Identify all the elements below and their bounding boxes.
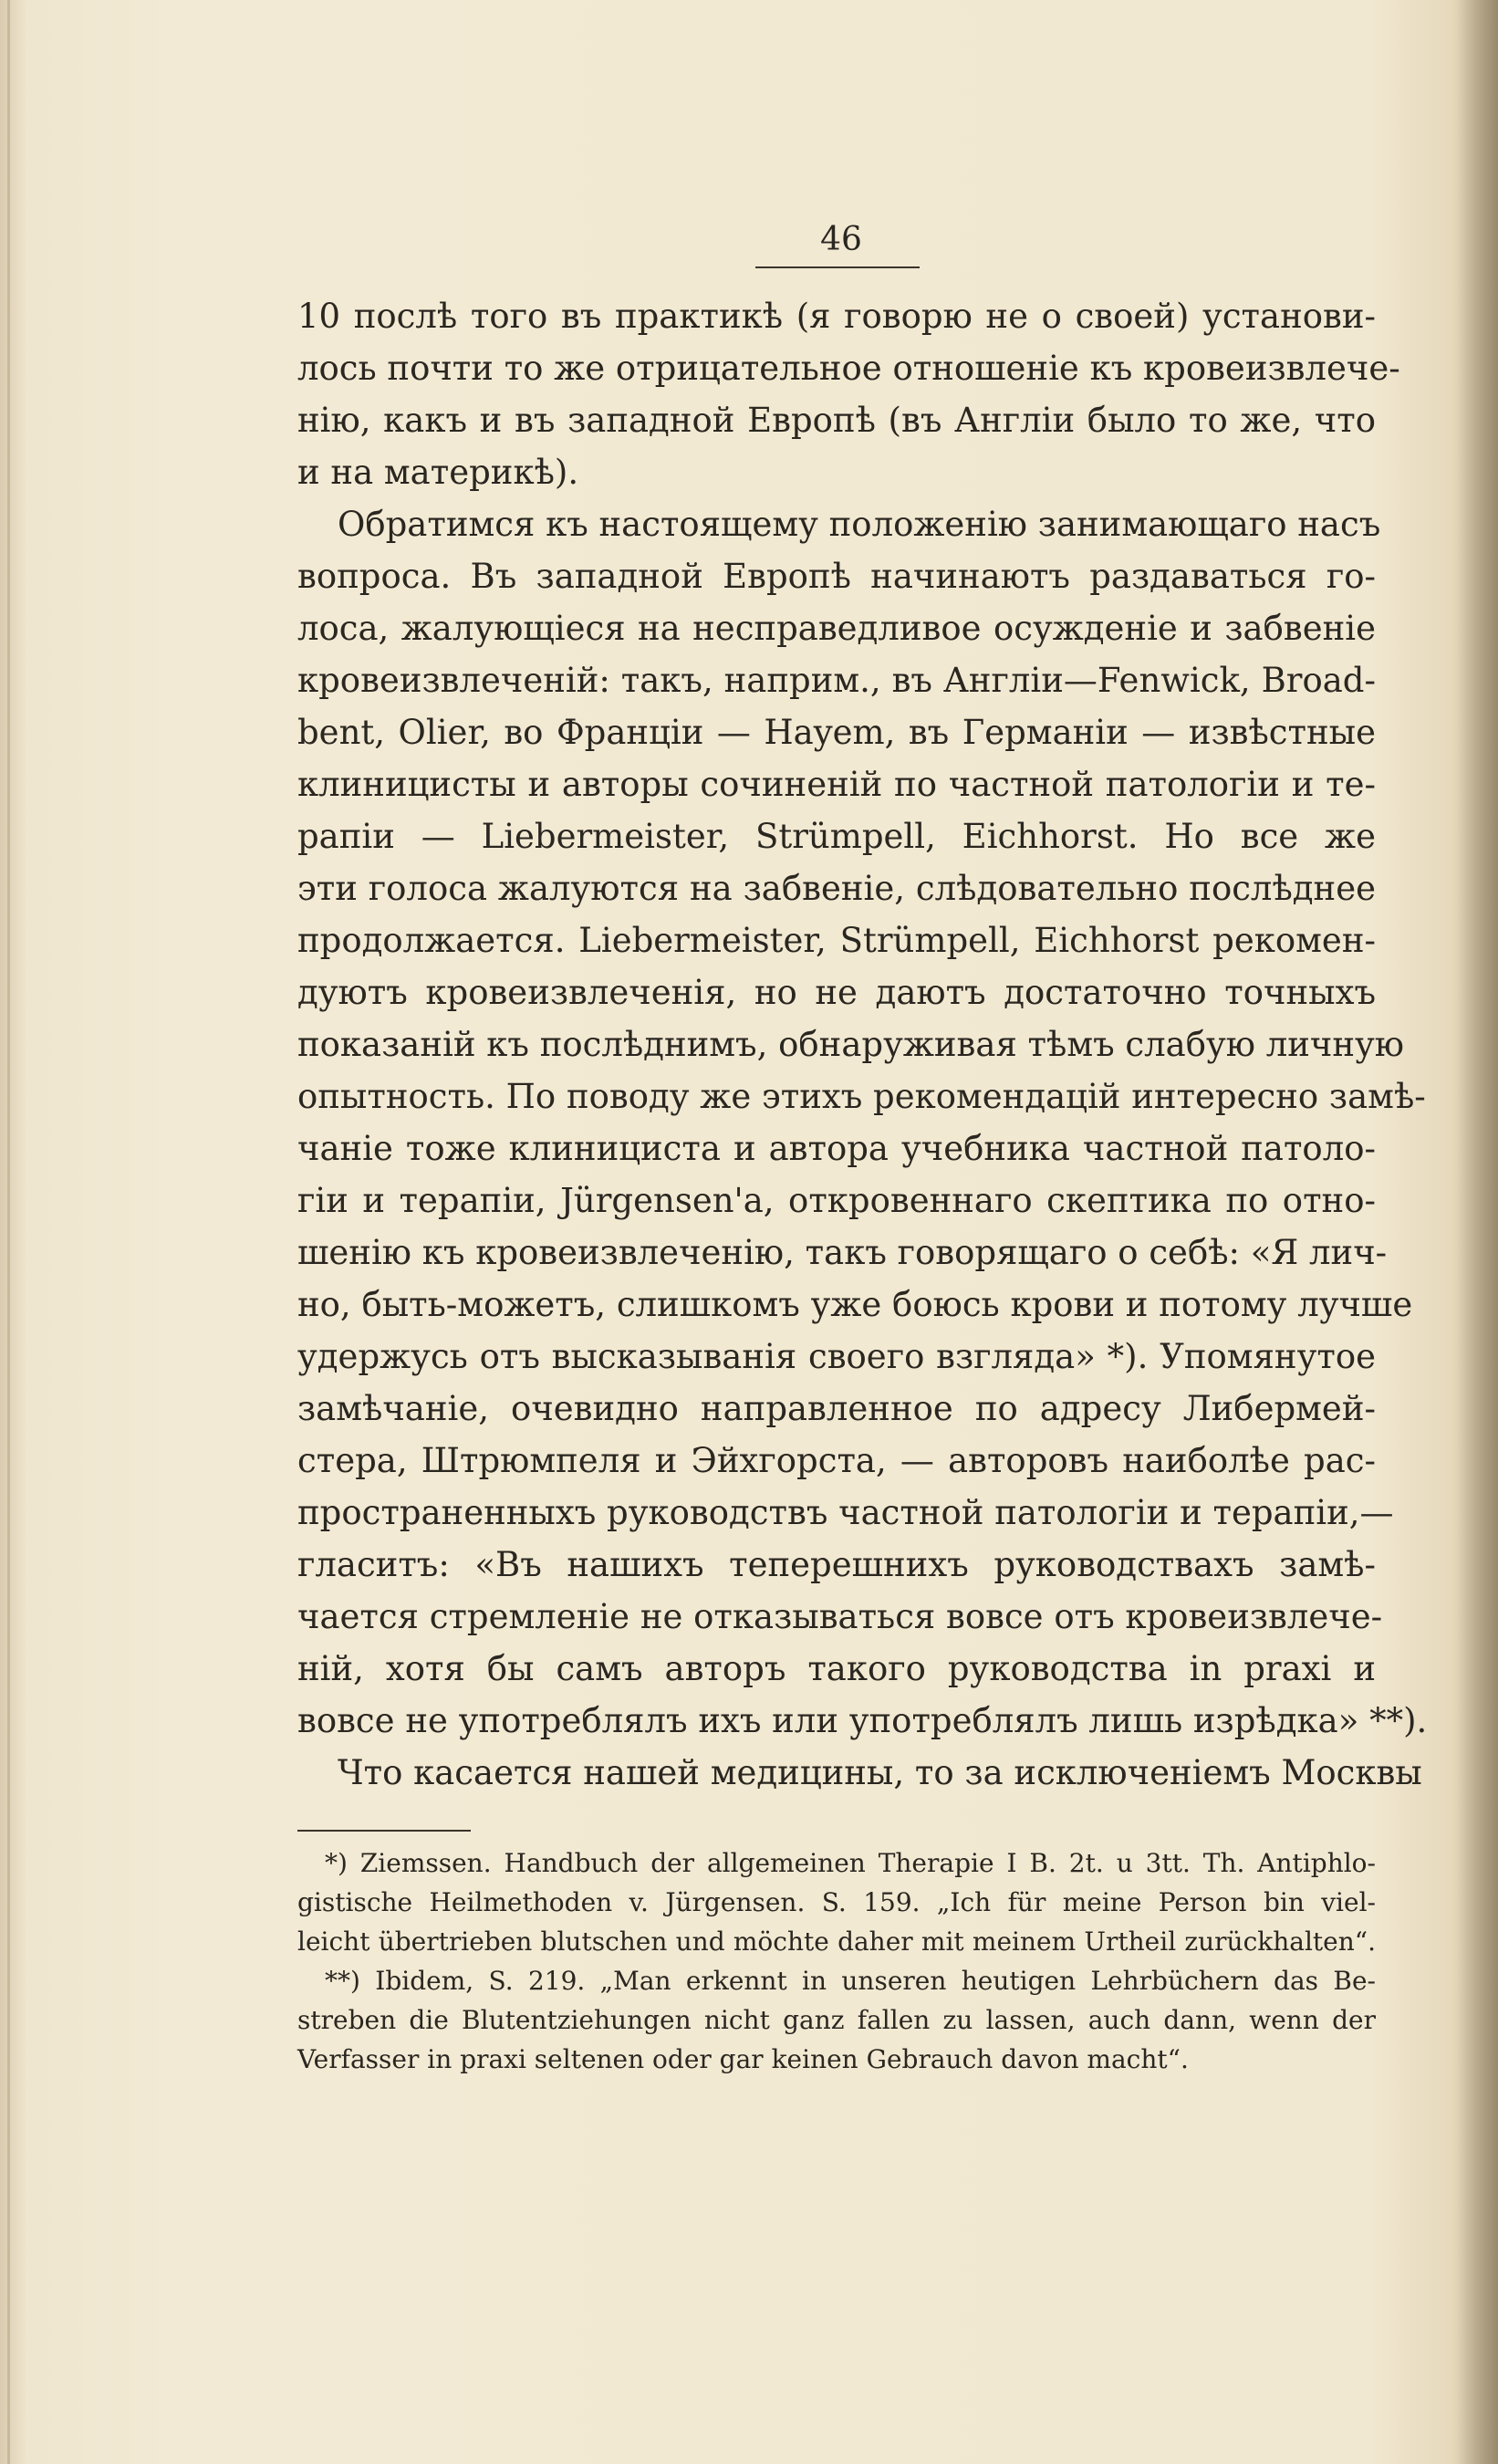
text-line: лоса, жалующіеся на несправедливое осужденіе и забвеніе [297, 609, 1376, 648]
footnotes [297, 1843, 1376, 2079]
body-text [297, 290, 1428, 1799]
text-line: эти голоса жалуются на забвеніе, слѣдовательно послѣднее [297, 869, 1376, 908]
text-line: замѣчаніе, очевидно направленное по адресу Либермей- [297, 1389, 1376, 1428]
text-line: продолжается. Liebermeister, Strümpell, Eichhorst рекомен- [297, 921, 1376, 960]
text-line: опытность. По поводу же этихъ рекомендацій интересно замѣ- [297, 1077, 1426, 1116]
text-line: Что касается нашей медицины, то за исключеніемъ Москвы [338, 1753, 1422, 1792]
footnote-line: *) Ziemssen. Handbuch der allgemeinen Therapie I B. 2t. u 3tt. Th. Antiphlo- [325, 1848, 1376, 1878]
text-line: кровеизвлеченій: такъ, наприм., въ Англіи—Fenwick, Broad- [297, 661, 1376, 700]
text-line: показаній къ послѣднимъ, обнаруживая тѣмъ слабую личную [297, 1025, 1404, 1064]
footnote-separator [297, 1830, 471, 1832]
text-line: дуютъ кровеизвлеченія, но не даютъ достаточно точныхъ [297, 973, 1376, 1012]
page-right-shadow [1458, 0, 1498, 2464]
text-line: ній, хотя бы самъ авторъ такого руководства in praxi и [297, 1649, 1376, 1688]
text-line: пространенныхъ руководствъ частной патологіи и терапіи,— [297, 1493, 1394, 1532]
text-line: и на материкѣ). [297, 453, 579, 492]
text-line: рапіи — Liebermeister, Strümpell, Eichhorst. Но все же [297, 817, 1376, 856]
text-line: чается стремленіе не отказываться вовсе отъ кровеизвлече- [297, 1597, 1383, 1636]
text-line: лось почти то же отрицательное отношеніе къ кровеизвлече- [297, 349, 1400, 388]
text-line: вопроса. Въ западной Европѣ начинаютъ раздаваться го- [297, 557, 1376, 596]
footnote-line: **) Ibidem, S. 219. „Man erkennt in unseren heutigen Lehrbüchern das Be- [325, 1966, 1376, 1996]
page-left-edge [7, 0, 10, 2464]
text-line: bent, Olier, во Франціи — Hayem, въ Германіи — извѣстные [297, 713, 1376, 752]
text-line: шенію къ кровеизвлеченію, такъ говорящаго о себѣ: «Я лич- [297, 1233, 1388, 1272]
text-line: 10 послѣ того въ практикѣ (я говорю не о своей) установи- [297, 297, 1376, 336]
page-number-rule [755, 266, 920, 268]
footnote-line: leicht übertrieben blutschen und möchte daher mit meinem Urtheil zurückhalten“. [297, 1926, 1376, 1957]
footnote-line: streben die Blutentziehungen nicht ganz fallen zu lassen, auch dann, wenn der [297, 2005, 1376, 2035]
text-line: удержусь отъ высказыванія своего взгляда» *). Упомянутое [297, 1337, 1376, 1376]
text-line: чаніе тоже клинициста и автора учебника частной патоло- [297, 1129, 1376, 1168]
text-line: клиницисты и авторы сочиненій по частной патологіи и те- [297, 765, 1376, 804]
text-line: нію, какъ и въ западной Европѣ (въ Англіи было то же, что [297, 401, 1376, 440]
footnote-line: Verfasser in praxi seltenen oder gar keinen Gebrauch davon macht“. [297, 2044, 1189, 2074]
footnote-line: gistische Heilmethoden v. Jürgensen. S. 159. „Ich für meine Person bin viel- [297, 1887, 1376, 1917]
text-line: гіи и терапіи, Jürgensen'а, откровеннаго скептика по отно- [297, 1181, 1376, 1220]
text-line: стера, Штрюмпеля и Эйхгорста, — авторовъ наиболѣе рас- [297, 1441, 1376, 1480]
text-line: но, быть-можетъ, слишкомъ уже боюсь крови и потому лучше [297, 1285, 1413, 1324]
text-line: гласитъ: «Въ нашихъ теперешнихъ руководствахъ замѣ- [297, 1545, 1376, 1584]
text-line: Обратимся къ настоящему положенію занимающаго насъ [338, 505, 1381, 544]
text-line: вовсе не употреблялъ ихъ или употреблялъ лишь изрѣдка» **). [297, 1701, 1428, 1740]
page-number: 46 [820, 221, 862, 258]
